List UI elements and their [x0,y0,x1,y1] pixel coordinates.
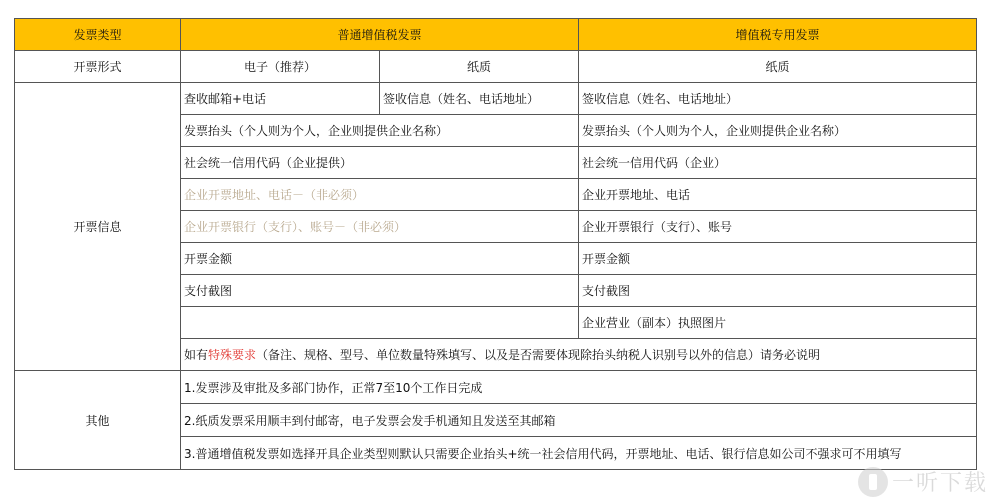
info-cell-payment-normal: 支付截图 [181,275,579,307]
form-paper-special: 纸质 [579,51,977,83]
info-cell-credit-code-normal: 社会统一信用代码（企业提供） [181,147,579,179]
info-cell-address-normal: 企业开票地址、电话－（非必须） [181,179,579,211]
special-note-suffix: （备注、规格、型号、单位数量特殊填写、以及是否需要体现除抬头纳税人识别号以外的信息）请务必说明 [256,348,821,362]
info-cell-bank-normal: 企业开票银行（支行）、账号－（非必须） [181,211,579,243]
watermark [858,466,988,497]
other-note-3: 3.普通增值税发票如选择开具企业类型则默认只需要企业抬头+统一社会信用代码，开票地址、电话、银行信息如公司不强求可不用填写 [181,437,977,470]
info-cell-amount-special: 开票金额 [579,243,977,275]
other-note-2: 2.纸质发票采用顺丰到付邮寄，电子发票会发手机通知且发送至其邮箱 [181,404,977,437]
info-cell-license-special: 企业营业（副本）执照图片 [579,307,977,339]
other-section-label: 其他 [15,371,181,470]
special-note-prefix: 如有 [184,348,209,362]
watermark-logo-icon [858,467,888,497]
info-cell-amount-normal: 开票金额 [181,243,579,275]
watermark-text: 一听下载 [891,471,988,496]
info-cell-title-special: 发票抬头（个人则为个人，企业则提供企业名称） [579,115,977,147]
special-requirement-note [181,339,977,371]
header-invoice-type: 发票类型 [15,19,181,51]
info-cell-receipt-special: 签收信息（姓名、电话地址） [579,83,977,115]
form-electronic: 电子（推荐） [181,51,380,83]
invoice-info-table [14,18,977,470]
special-note-highlight: 特殊要求 [208,348,257,362]
info-cell-empty-normal [181,307,579,339]
info-cell-credit-code-special: 社会统一信用代码（企业） [579,147,977,179]
info-cell-payment-special: 支付截图 [579,275,977,307]
info-cell-title-normal: 发票抬头（个人则为个人，企业则提供企业名称） [181,115,579,147]
info-cell-address-special: 企业开票地址、电话 [579,179,977,211]
form-row-label: 开票形式 [15,51,181,83]
form-paper-normal: 纸质 [380,51,579,83]
header-normal-vat-invoice: 普通增值税发票 [181,19,579,51]
info-cell-receipt-normal: 签收信息（姓名、电话地址） [380,83,579,115]
header-special-vat-invoice: 增值税专用发票 [579,19,977,51]
info-cell-email-phone: 查收邮箱+电话 [181,83,380,115]
other-note-1: 1.发票涉及审批及多部门协作，正常7至10个工作日完成 [181,371,977,404]
info-section-label: 开票信息 [15,83,181,371]
info-cell-bank-special: 企业开票银行（支行）、账号 [579,211,977,243]
